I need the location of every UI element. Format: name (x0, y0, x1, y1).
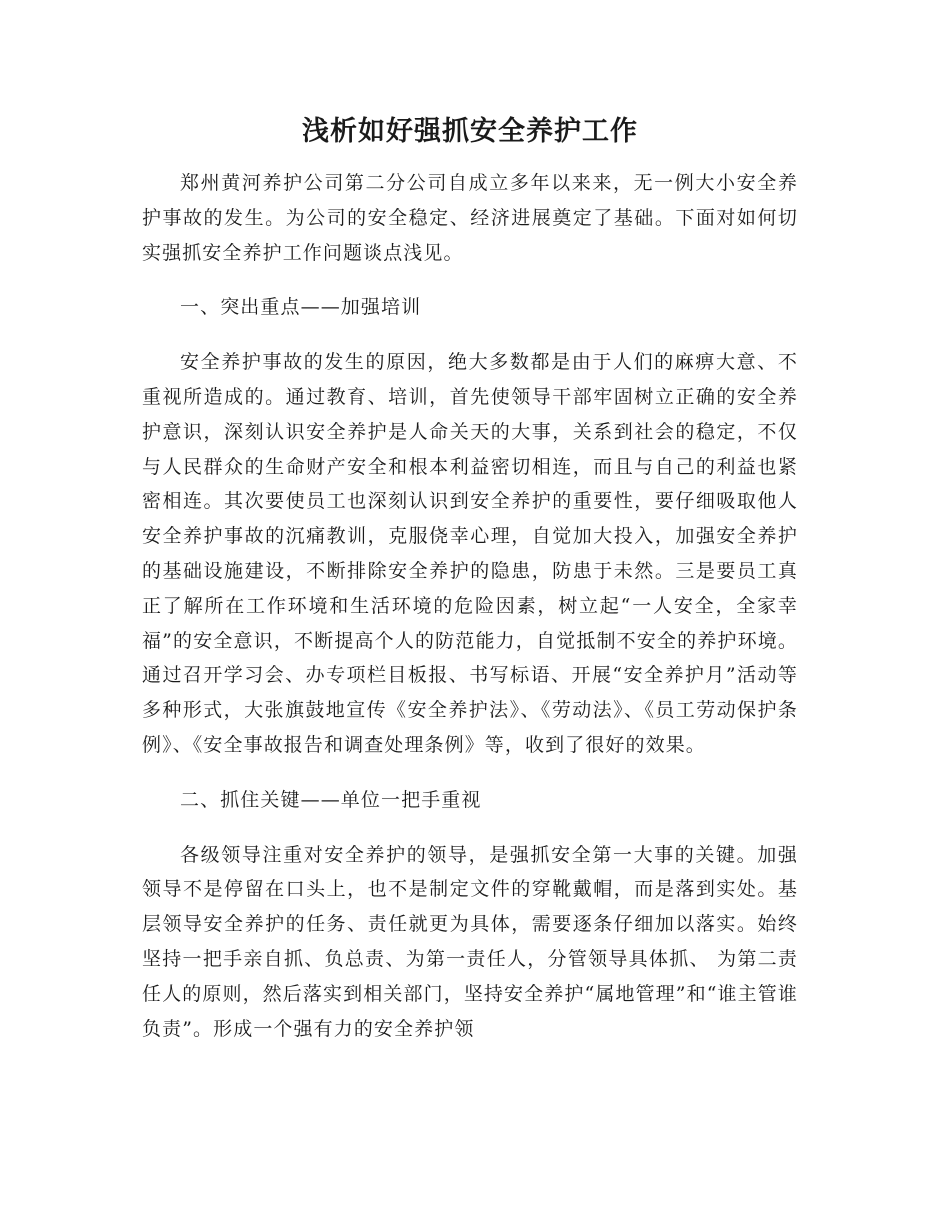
document-page (142, 110, 798, 1046)
section-heading-1: 一、突出重点——加强培训 (180, 296, 422, 319)
section-2-paragraph: 各级领导注重对安全养护的领导，是强抓安全第一大事的关键。加强领导不是停留在口头上，也不是制定文件的穿靴戴帽，而是落到实处。基层领导安全养护的任务、责任就更为具体，需要逐条仔细加以落实。始终坚持一把手亲自抓、负总责、为第一责任人，分管领导具体抓、 为第二责任人的原则，然后落实到相关部门，坚持安全养护“属地管理”和“谁主管谁负责”。形成一个强有力的安全养护领 (142, 843, 798, 1040)
document-title: 浅析如好强抓安全养护工作 (302, 116, 638, 147)
intro-paragraph: 郑州黄河养护公司第二分公司自成立多年以来来，无一例大小安全养护事故的发生。为公司的安全稳定、经济进展奠定了基础。下面对如何切实强抓安全养护工作问题谈点浅见。 (142, 172, 798, 264)
section-heading-2: 二、抓住关键——单位一把手重视 (180, 788, 482, 811)
section-1-paragraph: 安全养护事故的发生的原因，绝大多数都是由于人们的麻痹大意、不重视所造成的。通过教育、培训，首先使领导干部牢固树立正确的安全养护意识，深刻认识安全养护是人命关天的大事，关系到社会的稳定，不仅与人民群众的生命财产安全和根本利益密切相连，而且与自己的利益也紧密相连。其次要使员工也深刻认识到安全养护的重要性，要仔细吸取他人安全养护事故的沉痛教训，克服侥幸心理，自觉加大投入，加强安全养护的基础设施建设，不断排除安全养护的隐患，防患于未然。三是要员工真正了解所在工作环境和生活环境的危险因素，树立起“一人安全，全家幸福”的安全意识，不断提高个人的防范能力，自觉抵制不安全的养护环境。通过召开学习会、办专项栏目板报、书写标语、开展“安全养护月”活动等多种形式，大张旗鼓地宣传《安全养护法》、《劳动法》、《员工劳动保护条例》、《安全事故报告和调查处理条例》等，收到了很好的效果。 (142, 351, 798, 756)
